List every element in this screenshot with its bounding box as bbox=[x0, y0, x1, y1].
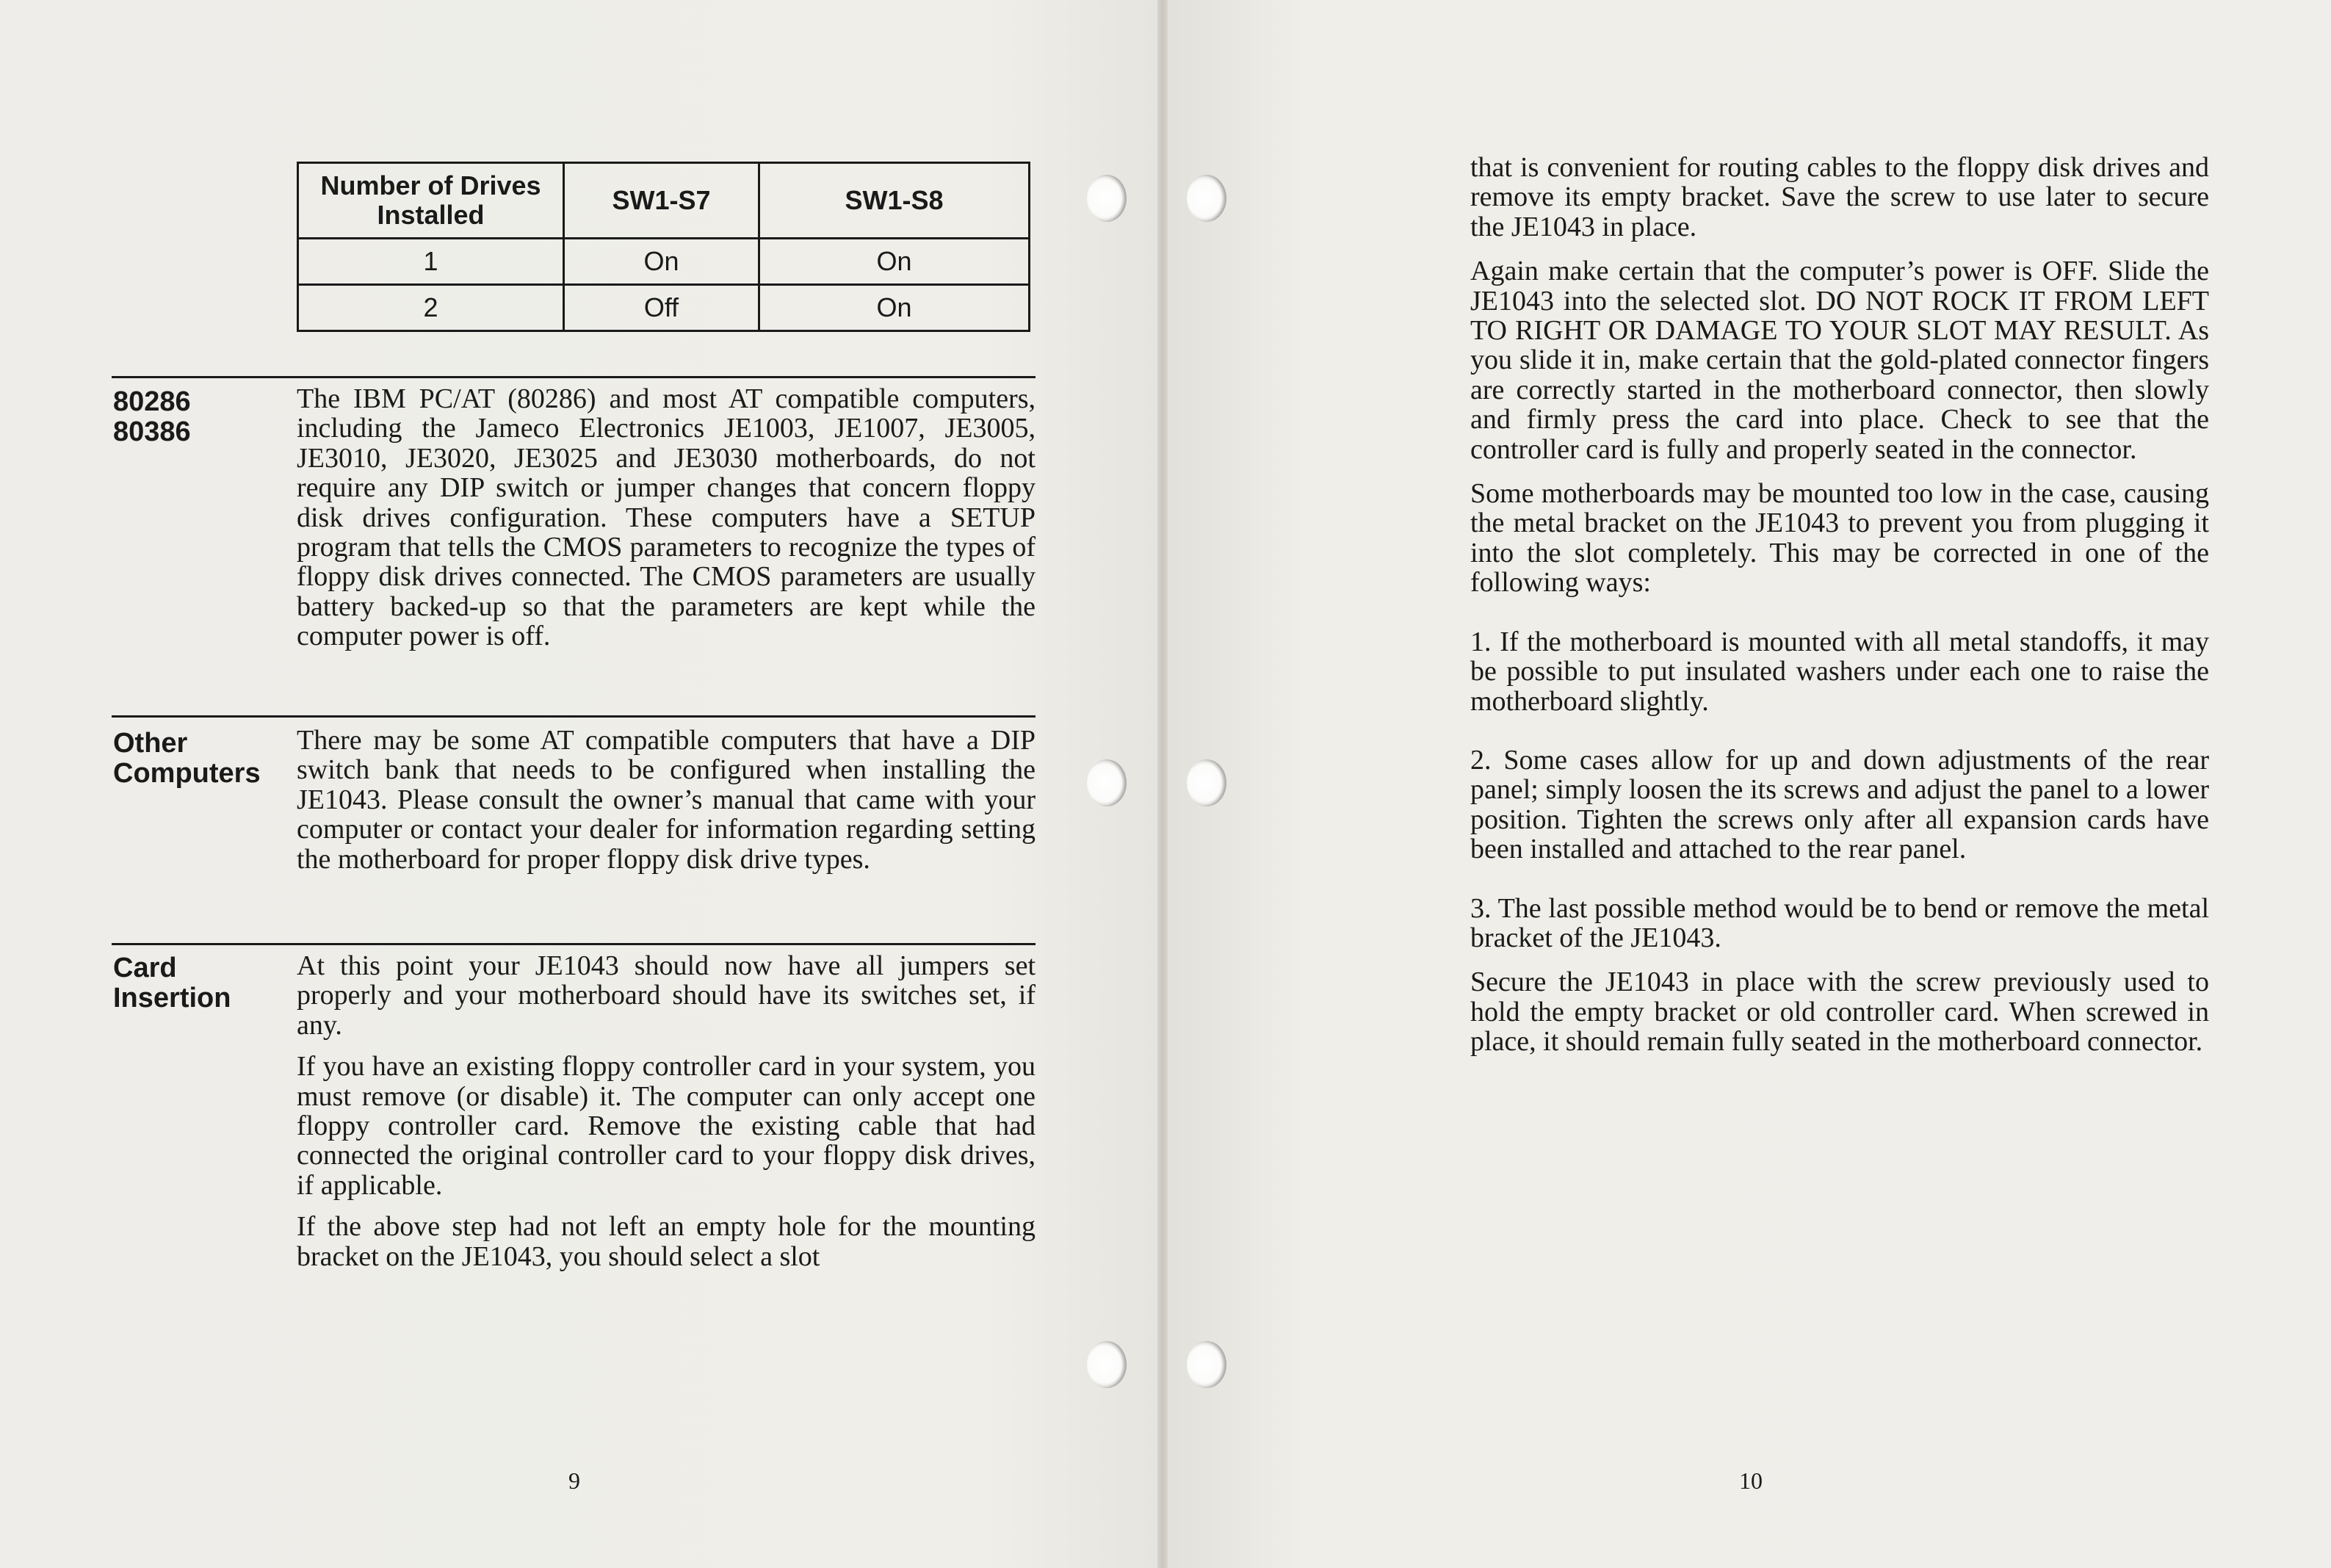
binder-hole-top-left bbox=[1087, 175, 1127, 222]
binder-hole-bottom-left bbox=[1087, 1341, 1127, 1388]
binder-hole-middle-left bbox=[1087, 759, 1127, 806]
section-divider-card-insertion bbox=[112, 943, 1036, 945]
table-header-sw1-s8: SW1-S8 bbox=[759, 163, 1030, 239]
table-cell: 1 bbox=[298, 239, 564, 285]
binder-hole-top-right bbox=[1187, 175, 1226, 222]
table-cell: On bbox=[564, 239, 759, 285]
paragraph: 1. If the motherboard is mounted with all metal standoffs, it may be possible to put insulated washers under each one to raise the motherboard slightly. bbox=[1470, 626, 2209, 717]
paragraph: that is convenient for routing cables to the floppy disk drives and remove its empty bracket. Save the screw to use later to secure the JE1043 in place. bbox=[1470, 152, 2209, 242]
heading-line: Insertion bbox=[113, 983, 231, 1014]
section-heading-card-insertion bbox=[113, 953, 289, 1014]
paragraph: There may be some AT compatible computers that have a DIP switch bank that needs to be configured when installing the JE1043. Please consult the owner’s manual that came with your computer or contact your dealer for information regarding setting the motherboard for proper floppy disk drive types. bbox=[297, 725, 1036, 875]
paragraph: If the above step had not left an empty hole for the mounting bracket on the JE1043, you should select a slot bbox=[297, 1211, 1036, 1272]
paragraph: 2. Some cases allow for up and down adjustments of the rear panel; simply loosen the its screws and adjust the panel to a lower position. Tighten the screws only after all expansion cards have been installed and attached to the rear panel. bbox=[1470, 744, 2209, 865]
paragraph: Again make certain that the computer’s power is OFF. Slide the JE1043 into the selected slot. DO NOT ROCK IT FROM LEFT TO RIGHT OR DAMAGE TO YOUR SLOT MAY RESULT. As you slide it in, make certain that the gold-plated connector fingers are correctly started in the motherboard connector, then slowly and firmly press the card into place. Check to see that the controller card is fully and properly seated in the connector. bbox=[1470, 256, 2209, 465]
table-row bbox=[298, 239, 1030, 285]
book-spine bbox=[1157, 0, 1168, 1568]
table-cell: Off bbox=[564, 285, 759, 331]
table-header-drives: Number of Drives Installed bbox=[298, 163, 564, 239]
section-divider-80286 bbox=[112, 376, 1036, 378]
heading-line: Other bbox=[113, 728, 188, 759]
heading-line: 80386 bbox=[113, 416, 191, 447]
binder-hole-bottom-right bbox=[1187, 1341, 1226, 1388]
page-number-left: 9 bbox=[568, 1467, 580, 1494]
paragraph: Some motherboards may be mounted too low in the case, causing the metal bracket on the JE1043 to prevent you from plugging it into the slot completely. This may be corrected in one of the following ways: bbox=[1470, 478, 2209, 599]
paragraph: At this point your JE1043 should now have all jumpers set properly and your motherboard should have its switches set, if any. bbox=[297, 950, 1036, 1041]
right-page-text bbox=[1470, 153, 2209, 1057]
section-divider-other-computers bbox=[112, 715, 1036, 718]
paragraph: Secure the JE1043 in place with the screw previously used to hold the empty bracket or old controller card. When screwed in place, it should remain fully seated in the motherboard connector. bbox=[1470, 967, 2209, 1058]
binder-hole-middle-right bbox=[1187, 759, 1226, 806]
section-text-other-computers bbox=[297, 726, 1036, 874]
section-heading-80286 bbox=[113, 387, 289, 447]
table-cell: On bbox=[759, 285, 1030, 331]
page-number-right: 10 bbox=[1739, 1467, 1763, 1494]
section-text-card-insertion bbox=[297, 951, 1036, 1271]
table-header-row bbox=[298, 163, 1030, 239]
table-row bbox=[298, 285, 1030, 331]
table-cell: On bbox=[759, 239, 1030, 285]
drive-switch-table bbox=[297, 162, 1030, 332]
heading-line: Computers bbox=[113, 758, 261, 789]
heading-line: Card bbox=[113, 953, 177, 983]
paragraph: If you have an existing floppy controller card in your system, you must remove (or disable) it. The computer can only accept one floppy controller card. Remove the existing cable that had connected the original controller card to your floppy disk drives, if applicable. bbox=[297, 1051, 1036, 1201]
paragraph: 3. The last possible method would be to bend or remove the metal bracket of the JE1043. bbox=[1470, 892, 2209, 953]
table-header-sw1-s7: SW1-S7 bbox=[564, 163, 759, 239]
section-text-80286 bbox=[297, 384, 1036, 651]
table-cell: 2 bbox=[298, 285, 564, 331]
section-heading-other-computers bbox=[113, 729, 289, 789]
paragraph: The IBM PC/AT (80286) and most AT compatible computers, including the Jameco Electronics JE1003, JE1007, JE3005, JE3010, JE3020, JE3025 and JE3030 motherboards, do not require any DIP switch or jumper changes that concern floppy disk drives configuration. These computers have a SETUP program that tells the CMOS parameters to recognize the types of floppy disk drives connected. The CMOS parameters are usually battery backed-up so that the parameters are kept while the computer power is off. bbox=[297, 383, 1036, 652]
heading-line: 80286 bbox=[113, 386, 191, 417]
